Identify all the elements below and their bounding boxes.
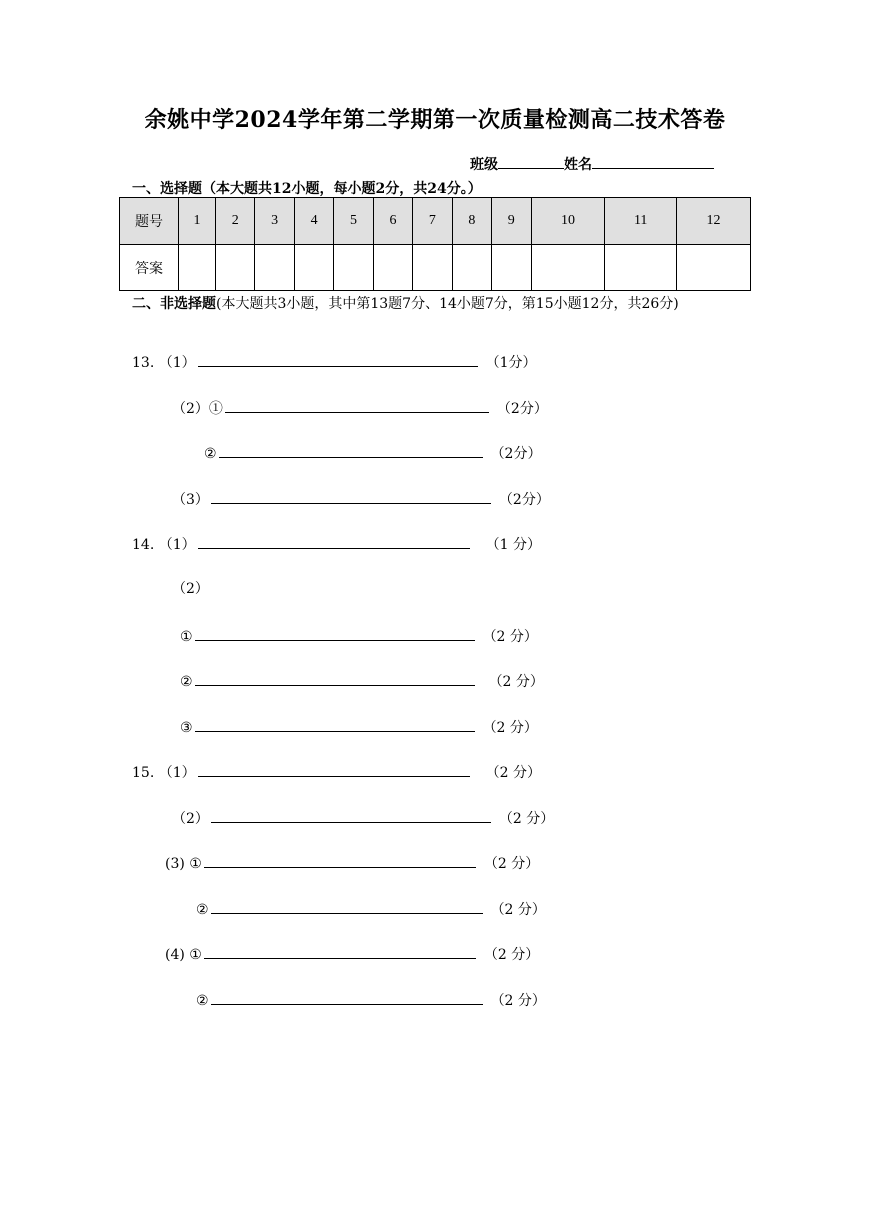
class-label: 班级 xyxy=(470,157,498,173)
answer-line[interactable] xyxy=(204,942,476,959)
answer-line[interactable] xyxy=(195,669,475,686)
q13-2-2 xyxy=(204,441,541,463)
item-prefix: （2）① xyxy=(172,401,223,417)
item-score: （2 分） xyxy=(490,993,546,1009)
q14-2-2 xyxy=(180,669,544,691)
item-score: （1 分） xyxy=(485,537,541,553)
item-prefix: （2） xyxy=(172,811,209,827)
item-prefix: (3) ① xyxy=(165,856,202,872)
answer-cell[interactable] xyxy=(373,245,412,291)
question-number: 10 xyxy=(531,198,605,245)
answer-line[interactable] xyxy=(211,487,491,504)
q14-2 xyxy=(172,578,209,598)
q14-2-3 xyxy=(180,715,538,737)
item-prefix: ① xyxy=(180,629,193,645)
answer-cell[interactable] xyxy=(216,245,255,291)
answer-row xyxy=(120,245,751,291)
item-prefix: 15. （1） xyxy=(132,765,196,781)
q15-4-2 xyxy=(196,988,546,1010)
section2-heading-rest: (本大题共3小题，其中第13题7分、14小题7分，第15小题12分，共26分) xyxy=(216,296,679,312)
item-score: （2分） xyxy=(496,401,548,417)
q14-2-1 xyxy=(180,624,538,646)
answer-line[interactable] xyxy=(219,441,483,458)
q13-1 xyxy=(132,350,537,372)
q15-1 xyxy=(132,760,541,782)
item-score: （2 分） xyxy=(483,856,540,872)
q13-3 xyxy=(172,487,550,509)
name-blank[interactable] xyxy=(592,154,714,169)
answer-grid xyxy=(119,197,751,291)
question-number: 8 xyxy=(452,198,491,245)
item-score: （2 分） xyxy=(488,674,544,690)
answer-line[interactable] xyxy=(211,897,483,914)
item-prefix: 13. （1） xyxy=(132,355,196,371)
answer-cell[interactable] xyxy=(676,245,750,291)
item-score: （2分） xyxy=(490,446,542,462)
answer-line[interactable] xyxy=(198,350,478,367)
section2-heading-bold: 二、非选择题 xyxy=(132,296,216,312)
section2-heading xyxy=(132,293,752,315)
class-name-field xyxy=(470,154,714,174)
item-prefix: (4) ① xyxy=(165,947,202,963)
answer-line[interactable] xyxy=(198,760,470,777)
answer-line[interactable] xyxy=(198,532,470,549)
item-score: （2分） xyxy=(498,492,550,508)
question-number: 2 xyxy=(216,198,255,245)
q14-1 xyxy=(132,532,541,554)
answer-cell[interactable] xyxy=(605,245,676,291)
answer-line[interactable] xyxy=(204,851,476,868)
q15-4-1 xyxy=(165,942,539,964)
item-score: （2 分） xyxy=(483,947,540,963)
item-prefix: （2） xyxy=(172,581,209,597)
item-prefix: 14. （1） xyxy=(132,537,196,553)
question-number: 6 xyxy=(373,198,412,245)
answer-cell[interactable] xyxy=(413,245,452,291)
item-prefix: ② xyxy=(204,446,217,462)
class-blank[interactable] xyxy=(498,154,564,169)
question-number-row xyxy=(120,198,751,245)
item-score: （1分） xyxy=(485,355,537,371)
item-prefix: ② xyxy=(180,674,193,690)
answer-line[interactable] xyxy=(195,715,475,732)
answer-line[interactable] xyxy=(195,624,475,641)
answer-cell[interactable] xyxy=(294,245,333,291)
q15-3-2 xyxy=(196,897,546,919)
item-score: （2 分） xyxy=(485,765,541,781)
answer-cell[interactable] xyxy=(531,245,605,291)
answer-cell[interactable] xyxy=(334,245,373,291)
answer-cell[interactable] xyxy=(179,245,216,291)
item-prefix: ② xyxy=(196,993,209,1009)
q15-3-1 xyxy=(165,851,539,873)
q13-2-1 xyxy=(172,396,548,418)
question-number: 1 xyxy=(179,198,216,245)
question-number: 9 xyxy=(492,198,531,245)
answer-cell[interactable] xyxy=(492,245,531,291)
item-score: （2 分） xyxy=(498,811,555,827)
question-number: 4 xyxy=(294,198,333,245)
answer-label: 答案 xyxy=(120,245,179,291)
answer-line[interactable] xyxy=(225,396,489,413)
item-score: （2 分） xyxy=(482,720,538,736)
exam-title: 余姚中学2024学年第二学期第一次质量检测高二技术答卷 xyxy=(144,107,726,133)
item-prefix: ③ xyxy=(180,720,193,736)
answer-cell[interactable] xyxy=(255,245,294,291)
answer-cell[interactable] xyxy=(452,245,491,291)
question-number: 3 xyxy=(255,198,294,245)
item-prefix: （3） xyxy=(172,492,209,508)
question-number: 5 xyxy=(334,198,373,245)
answer-line[interactable] xyxy=(211,988,483,1005)
answer-line[interactable] xyxy=(211,806,491,823)
item-prefix: ② xyxy=(196,902,209,918)
question-number: 7 xyxy=(413,198,452,245)
q15-2 xyxy=(172,806,554,828)
item-score: （2 分） xyxy=(490,902,546,918)
question-number: 12 xyxy=(676,198,750,245)
section1-heading: 一、选择题（本大题共12小题，每小题2分，共24分。） xyxy=(132,181,482,197)
name-label: 姓名 xyxy=(564,157,592,173)
question-number: 11 xyxy=(605,198,676,245)
question-number-label: 题号 xyxy=(120,198,179,245)
item-score: （2 分） xyxy=(482,629,538,645)
